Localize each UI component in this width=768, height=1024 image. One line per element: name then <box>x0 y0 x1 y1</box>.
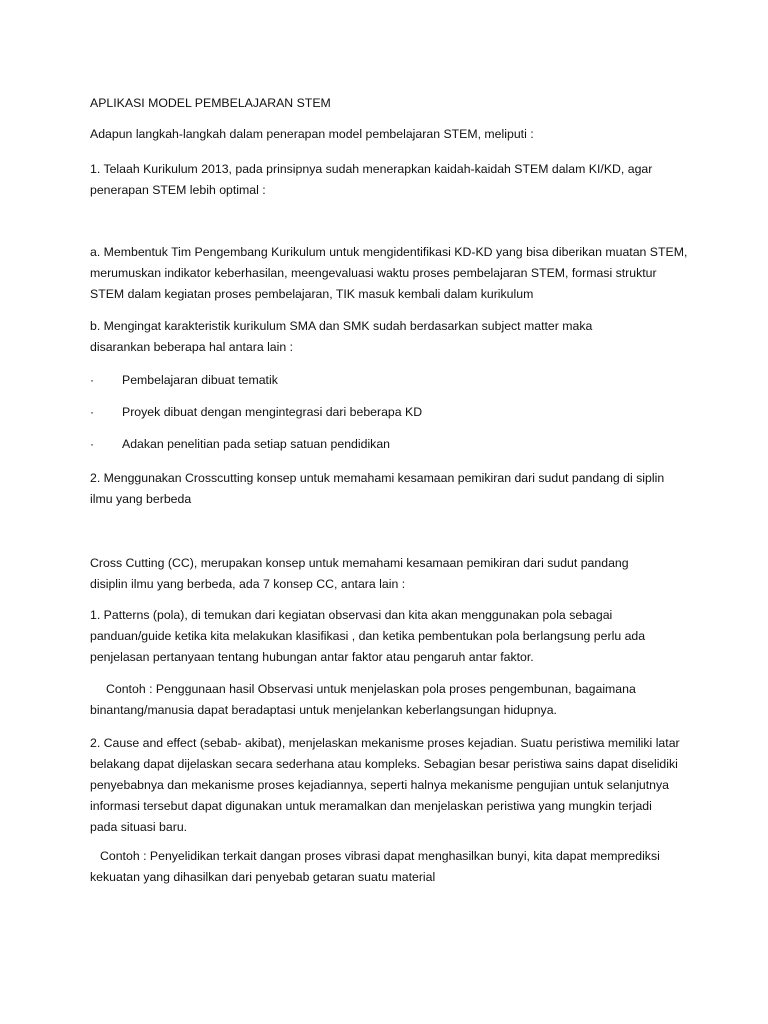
intro-paragraph: Adapun langkah-langkah dalam penerapan model pembelajaran STEM, meliputi : <box>90 127 534 141</box>
bullet-text: Pembelajaran dibuat tematik <box>122 373 278 387</box>
step-1-paragraph: 1. Telaah Kurikulum 2013, pada prinsipnya sudah menerapkan kaidah-kaidah STEM dalam KI/KD, agar penerapan STEM lebih optimal : <box>90 162 653 197</box>
step-2-paragraph: 2. Menggunakan Crosscutting konsep untuk memahami kesamaan pemikiran dari sudut pandang di siplin ilmu yang berbeda <box>90 471 665 506</box>
bullet-dot: · <box>90 437 95 451</box>
cause-effect-paragraph: 2. Cause and effect (sebab- akibat), menjelaskan mekanisme proses kejadian. Suatu peristiwa memiliki latar belakang dapat dijelaskan secara sederhana atau kompleks. Sebagian besar peristiwa sains dapat diselidiki penyebabnya dan mekanisme proses kejadiannya, seperti halnya mekanisme pengujian untuk selanjutnya informasi tersebut dapat digunakan untuk meramalkan dan menjelaskan peristiwa yang mungkin terjadi pada situasi baru. <box>90 736 680 834</box>
point-a-paragraph: a. Membentuk Tim Pengembang Kurikulum untuk mengidentifikasi KD-KD yang bisa diberikan muatan STEM, merumuskan indikator keberhasilan, meengevaluasi waktu proses pembelajaran STEM, formasi struktur STEM dalam kegiatan proses pembelajaran, TIK masuk kembali dalam kurikulum <box>90 245 688 301</box>
point-b-paragraph: b. Mengingat karakteristik kurikulum SMA dan SMK sudah berdasarkan subject matter maka disarankan beberapa hal antara lain : <box>90 319 593 354</box>
patterns-paragraph: 1. Patterns (pola), di temukan dari kegiatan observasi dan kita akan menggunakan pola sebagai panduan/guide ketika kita melakukan klasifikasi , dan ketika pembentukan pola berlangsung perlu ada penjelasan pertanyaan tentang hubungan antar faktor atau pengaruh antar faktor. <box>90 608 646 664</box>
bullet-dot: · <box>90 405 95 419</box>
crosscutting-intro-paragraph: Cross Cutting (CC), merupakan konsep untuk memahami kesamaan pemikiran dari sudut pandang disiplin ilmu yang berbeda, ada 7 konsep CC, antara lain : <box>90 556 629 591</box>
bullet-text: Adakan penelitian pada setiap satuan pendidikan <box>122 437 391 451</box>
patterns-example-paragraph: Contoh : Penggunaan hasil Observasi untuk menjelaskan pola proses pengembunan, bagaimana binantang/manusia dapat beradaptasi untuk menjelankan keberlangsungan hidupnya. <box>90 682 636 717</box>
document-title: APLIKASI MODEL PEMBELAJARAN STEM <box>90 96 331 110</box>
cause-effect-example-paragraph: Contoh : Penyelidikan terkait dangan proses vibrasi dapat menghasilkan bunyi, kita dapat memprediksi kekuatan yang dihasilkan dari penyebab getaran suatu material <box>90 849 660 884</box>
bullet-text: Proyek dibuat dengan mengintegrasi dari beberapa KD <box>122 405 423 419</box>
bullet-dot: · <box>90 373 95 387</box>
